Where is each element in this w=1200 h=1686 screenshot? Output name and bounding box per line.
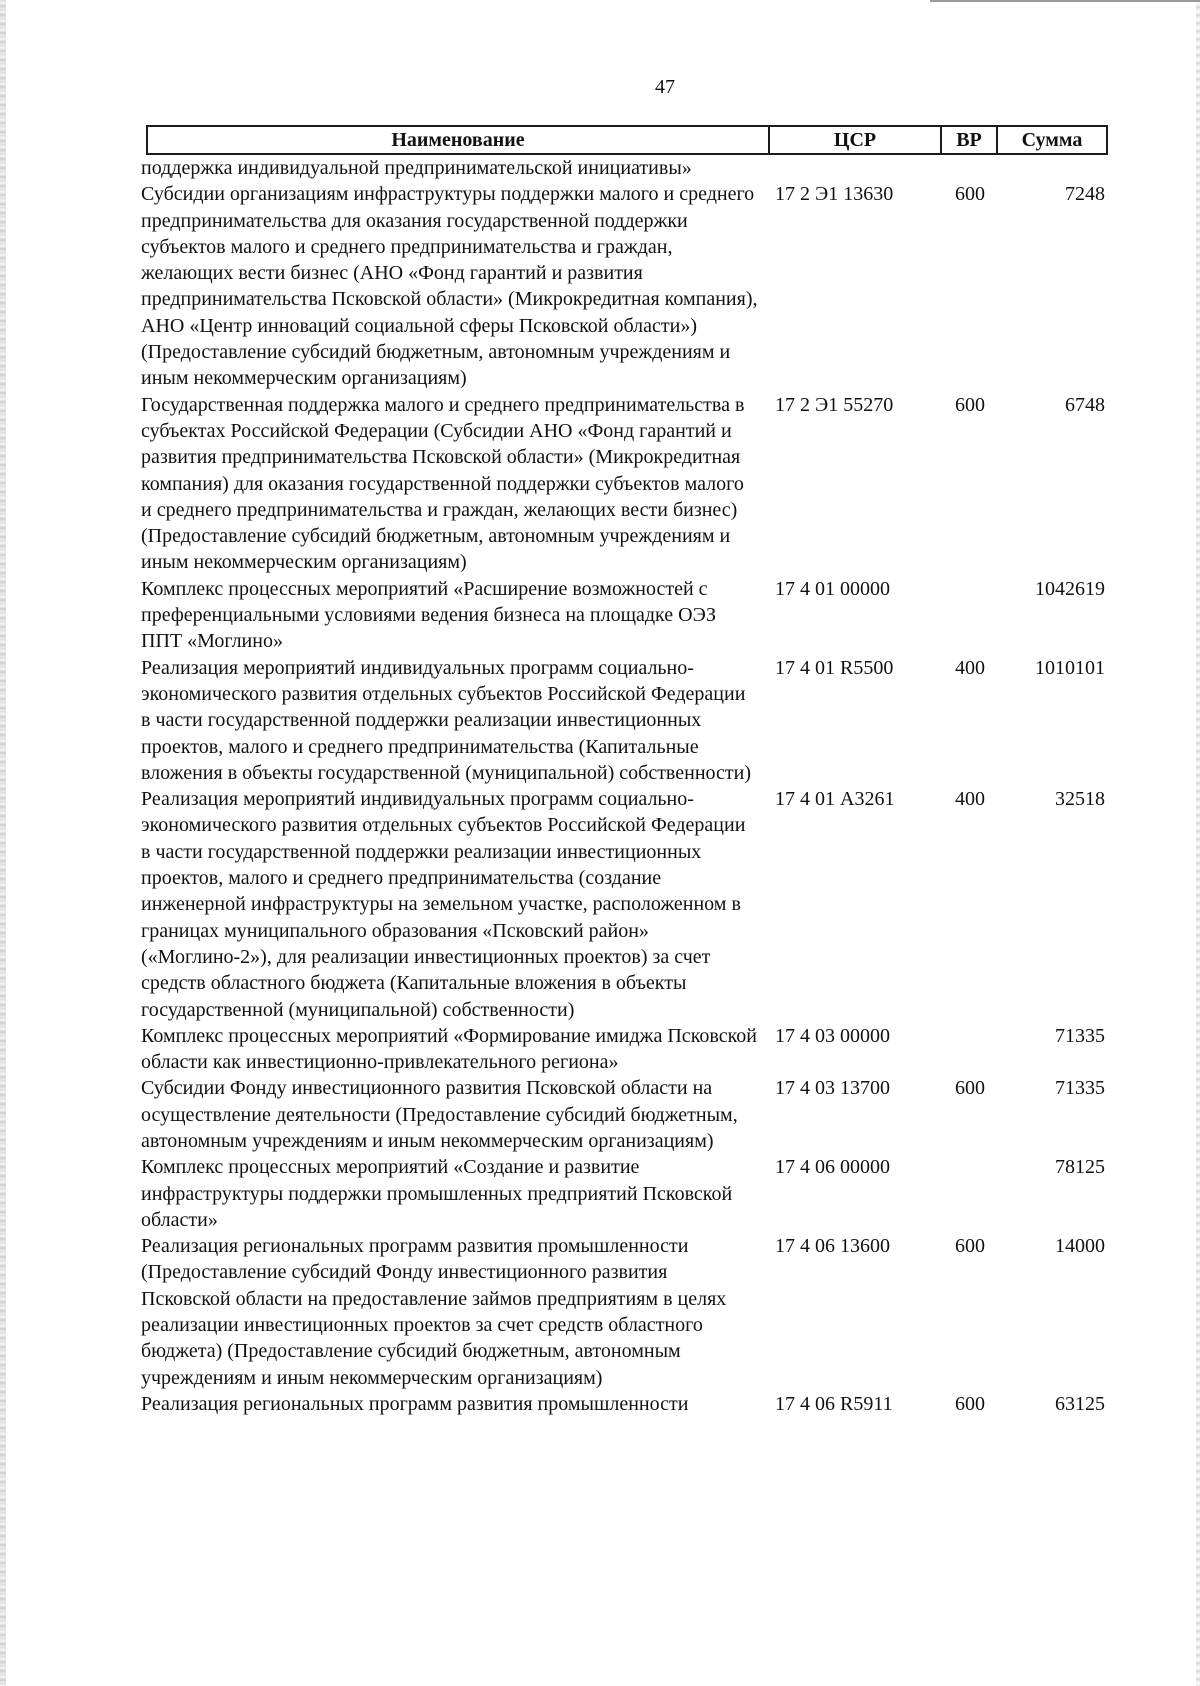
row-vr: 400 [955, 656, 985, 679]
table-row [141, 392, 1121, 576]
scan-edge-right [1196, 0, 1200, 1686]
row-sum: 63125 [1055, 1392, 1105, 1415]
table-row [141, 1154, 1121, 1233]
row-name: Субсидии Фонду инвестиционного развития Псковской области на осуществление деятельности (Предоставление субсидий бюджетным, автономным учреждениям и иным некоммерческим организациям) [141, 1077, 738, 1152]
header-csr: ЦСР [770, 127, 942, 153]
row-name: Государственная поддержка малого и среднего предпринимательства в субъектах Российской Федерации (Субсидии АНО «Фонд гарантий и развития предпринимательства Псковской области» (Микрокредитная компания) для оказания государственной поддержки субъектов малого и среднего предпринимательства и граждан, желающих вести бизнес) (Предоставление субсидий бюджетным, автономным учреждениям и иным некоммерческим организациям) [141, 393, 745, 574]
row-name: Реализация мероприятий индивидуальных программ социально-экономического развития отдельных субъектов Российской Федерации в части государственной поддержки реализации инвестиционных проектов, малого и среднего предпринимательства (Капитальные вложения в объекты государственной (муниципальной) собственности) [141, 656, 752, 784]
header-name: Наименование [148, 127, 770, 153]
row-name: Реализация региональных программ развития промышленности (Предоставление субсидий Фонду инвестиционного развития Псковской области на предоставление займов предприятиям в целях реализации инвестиционных проектов за счет средств областного бюджета) (Предоставление субсидий бюджетным, автономным учреждениям и иным некоммерческим организациям) [141, 1235, 727, 1389]
table-row [141, 576, 1121, 655]
row-name: Комплекс процессных мероприятий «Создание и развитие инфраструктуры поддержки промышленных предприятий Псковской области» [141, 1156, 733, 1231]
row-sum: 7248 [1065, 183, 1105, 206]
row-csr: 17 4 06 00000 [775, 1156, 890, 1179]
scan-top-line [930, 0, 1200, 2]
row-csr: 17 2 Э1 55270 [775, 393, 894, 416]
row-sum: 14000 [1055, 1235, 1105, 1258]
table-row [141, 786, 1121, 1023]
header-vr: ВР [942, 127, 998, 153]
row-vr: 600 [955, 1235, 985, 1258]
row-csr: 17 4 01 00000 [775, 577, 890, 600]
row-sum: 71335 [1055, 1024, 1105, 1047]
row-vr [951, 576, 1007, 655]
table-row [141, 1233, 1121, 1391]
row-csr [767, 155, 951, 181]
row-vr [951, 1023, 1007, 1076]
row-name: Реализация мероприятий индивидуальных программ социально-экономического развития отдельных субъектов Российской Федерации в части государственной поддержки реализации инвестиционных проектов, малого и среднего предпринимательства (создание инженерной инфраструктуры на земельном участке, расположенном в границах муниципального образования «Псковский район» («Моглино-2»), для реализации инвестиционных проектов) за счет средств областного бюджета (Капитальные вложения в объекты государственной (муниципальной) собственности) [141, 788, 746, 1021]
row-name: Комплекс процессных мероприятий «Формирование имиджа Псковской области как инвестиционно-привлекательного региона» [141, 1024, 757, 1074]
table-row [141, 1391, 1121, 1417]
row-csr: 17 4 06 13600 [775, 1235, 890, 1258]
table-header [146, 125, 1108, 155]
row-sum: 1042619 [1035, 577, 1105, 600]
row-vr: 600 [955, 1392, 985, 1415]
row-vr [951, 1154, 1007, 1233]
row-vr: 400 [955, 788, 985, 811]
row-sum: 71335 [1055, 1077, 1105, 1100]
row-csr: 17 4 01 R5500 [775, 656, 894, 679]
row-vr: 600 [955, 1077, 985, 1100]
table-row [141, 1023, 1121, 1076]
row-sum [1007, 155, 1105, 181]
table-row [141, 655, 1121, 786]
row-name: поддержка индивидуальной предпринимательской инициативы» [141, 157, 692, 179]
row-name: Субсидии организациям инфраструктуры поддержки малого и среднего предпринимательства для оказания государственной поддержки субъектов малого и среднего предпринимательства и граждан, желающих вести бизнес (АНО «Фонд гарантий и развития предпринимательства Псковской области» (Микрокредитная компания), АНО «Центр инноваций социальной сферы Псковской области») (Предоставление субсидий бюджетным, автономным учреждениям и иным некоммерческим организациям) [141, 183, 758, 390]
row-name: Комплекс процессных мероприятий «Расширение возможностей с преференциальными условиями ведения бизнеса на площадке ОЭЗ ППТ «Моглино» [141, 577, 717, 653]
table-body [141, 155, 1121, 1417]
row-vr [951, 155, 1007, 181]
row-csr: 17 4 01 А3261 [775, 788, 895, 811]
row-sum: 78125 [1055, 1156, 1105, 1179]
header-sum: Сумма [1021, 128, 1083, 151]
table-row [141, 1075, 1121, 1154]
row-sum: 6748 [1065, 393, 1105, 416]
row-name: Реализация региональных программ развития промышленности [141, 1392, 689, 1415]
row-sum: 1010101 [1035, 656, 1105, 679]
row-csr: 17 2 Э1 13630 [775, 183, 894, 206]
row-vr: 600 [955, 393, 985, 416]
page-number: 47 [655, 76, 675, 98]
row-csr: 17 4 03 13700 [775, 1077, 890, 1100]
row-csr: 17 4 03 00000 [775, 1024, 890, 1047]
scan-edge-left [0, 0, 6, 1686]
row-vr: 600 [955, 183, 985, 206]
table-row [141, 181, 1121, 391]
row-csr: 17 4 06 R5911 [775, 1392, 893, 1415]
table-row [141, 155, 1121, 181]
row-sum: 32518 [1055, 788, 1105, 811]
